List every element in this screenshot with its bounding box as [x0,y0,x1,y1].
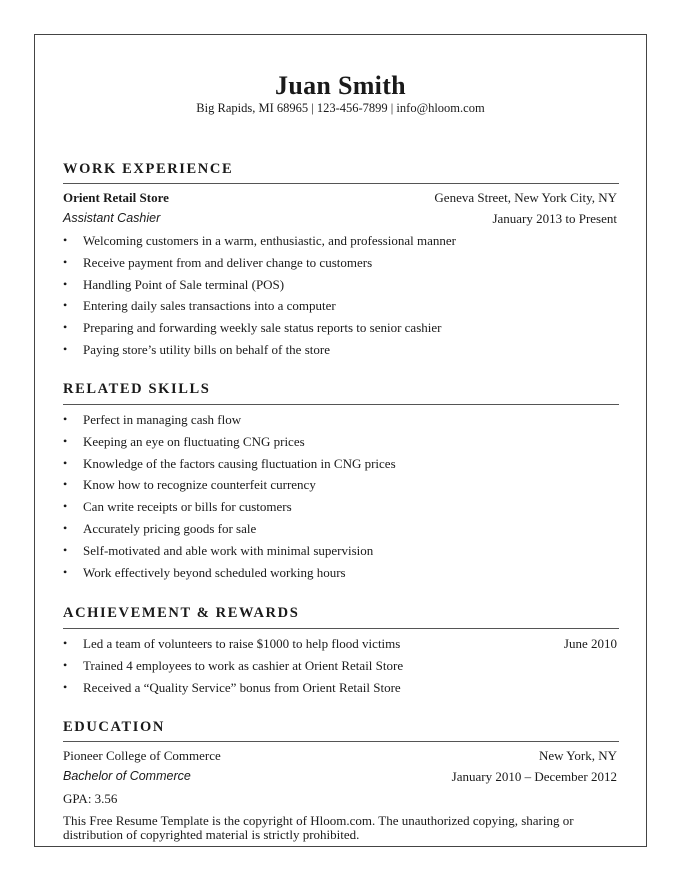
education-school: Pioneer College of Commerce [63,748,221,763]
education-degree: Bachelor of Commerce [63,769,191,783]
list-item: • Preparing and forwarding weekly sale status reports to senior cashier [63,317,617,339]
education-gpa: GPA: 3.56 [63,791,118,806]
section-title-skills: RELATED SKILLS [63,381,211,397]
list-item: • Perfect in managing cash flow [63,409,617,431]
achievement-date: June 2010 [563,636,617,651]
section-divider [63,404,619,405]
list-item: • Handling Point of Sale terminal (POS) [63,274,617,296]
bullet-icon: • [63,341,68,356]
work-company-row [63,190,617,206]
bullet-icon: • [63,233,68,247]
work-location: Geneva Street, New York City, NY [434,190,617,205]
section-title-work: WORK EXPERIENCE [63,161,234,177]
copyright-notice: This Free Resume Template is the copyright of Hloom.com. The unauthorized copying, sharing or distribution of copyrighted material is strictly prohibited. [63,813,574,842]
education-degree-row [63,769,617,785]
list-item: • Led a team of volunteers to raise $1000 to help flood victims June 2010 [63,633,617,655]
bullet-icon: • [63,433,68,448]
list-item: • Entering daily sales transactions into a computer [63,295,617,317]
contact-line: Big Rapids, MI 68965 | 123-456-7899 | info@hloom.com [196,101,485,115]
list-item: • Keeping an eye on fluctuating CNG prices [63,431,617,453]
list-item: • Know how to recognize counterfeit currency [63,474,617,496]
list-item: • Paying store’s utility bills on behalf of the store [63,339,617,361]
section-title-education: EDUCATION [63,719,165,735]
bullet-icon: • [63,520,68,535]
section-divider [63,741,619,742]
list-item: • Accurately pricing goods for sale [63,518,617,540]
bullet-icon: • [63,564,68,579]
bullet-icon: • [63,276,68,291]
work-dates: January 2013 to Present [492,211,617,226]
skills-bullets [63,409,617,583]
education-school-row [63,748,617,764]
bullet-icon: • [63,657,68,672]
list-item: • Received a “Quality Service” bonus from Orient Retail Store [63,677,617,699]
achievement-bullets [63,633,617,698]
list-item: • Self-motivated and able work with minimal supervision [63,540,617,562]
work-bullets [63,230,617,361]
bullet-icon: • [63,298,68,313]
list-item: • Welcoming customers in a warm, enthusiastic, and professional manner [63,230,617,252]
education-location: New York, NY [538,748,617,763]
bullet-icon: • [63,636,68,650]
bullet-icon: • [63,499,68,514]
list-item: • Work effectively beyond scheduled working hours [63,562,617,584]
bullet-icon: • [63,412,68,426]
work-company: Orient Retail Store [63,190,169,205]
list-item: • Trained 4 employees to work as cashier at Orient Retail Store [63,655,617,677]
work-role: Assistant Cashier [63,211,161,225]
bullet-icon: • [63,542,68,557]
section-title-achievements: ACHIEVEMENT & REWARDS [63,605,300,621]
education-dates: January 2010 – December 2012 [451,769,617,784]
resume-page [34,34,647,847]
bullet-icon: • [63,320,68,335]
bullet-icon: • [63,477,68,492]
list-item: • Receive payment from and deliver change to customers [63,252,617,274]
work-role-row [63,211,617,227]
bullet-icon: • [63,254,68,269]
section-divider [63,628,619,629]
section-divider [63,183,619,184]
bullet-icon: • [63,455,68,470]
candidate-name: Juan Smith [275,71,406,100]
list-item: • Can write receipts or bills for customers [63,496,617,518]
bullet-icon: • [63,679,68,694]
list-item: • Knowledge of the factors causing fluctuation in CNG prices [63,453,617,475]
